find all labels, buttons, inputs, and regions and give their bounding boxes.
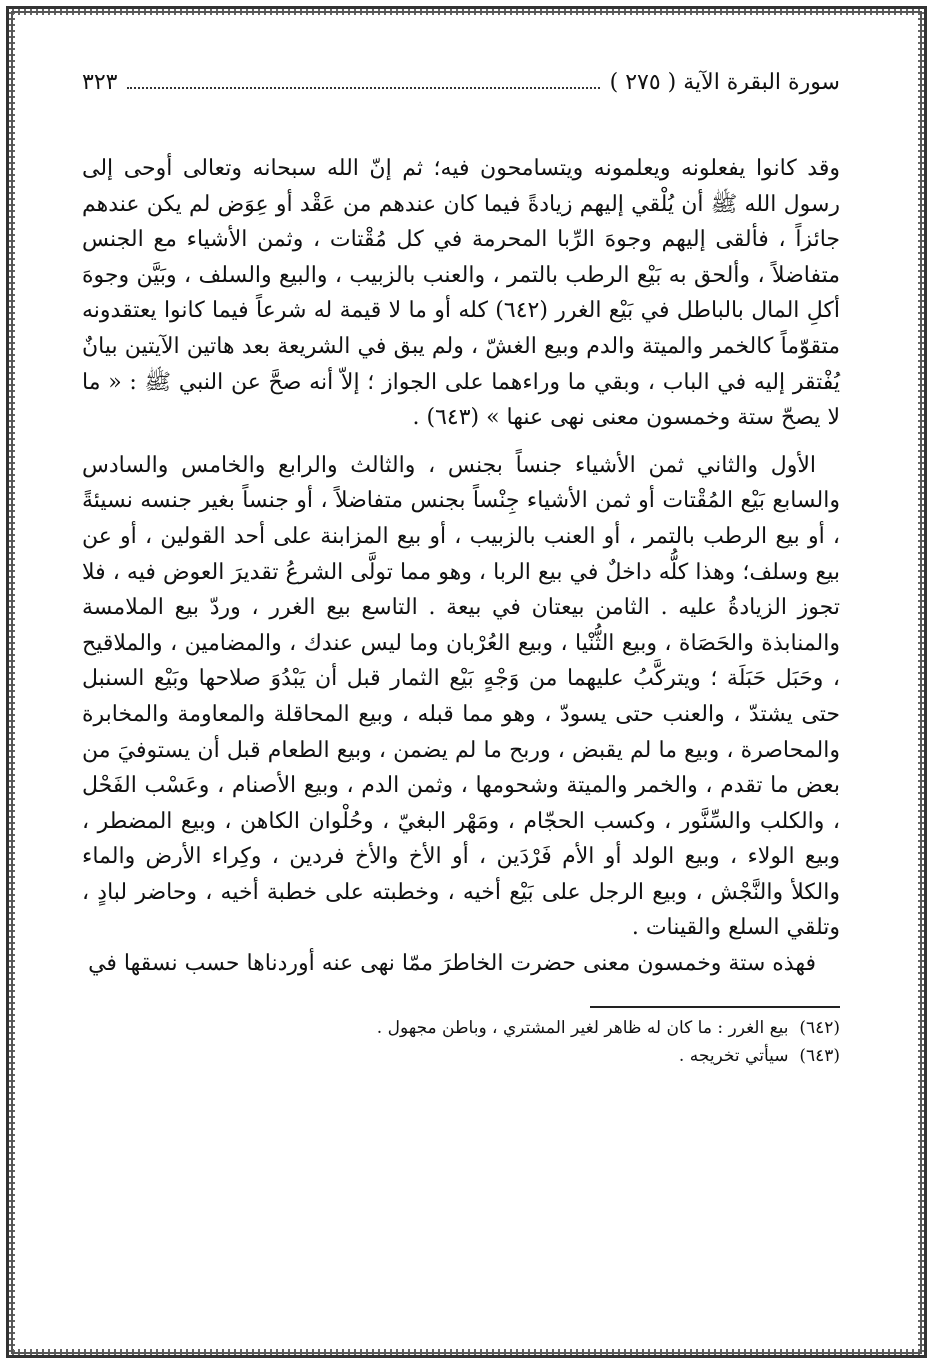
running-title: سورة البقرة الآية ( ٢٧٥ ) <box>609 70 840 95</box>
paragraph-2: الأول والثاني ثمن الأشياء جنساً بجنس ، والثالث والرابع والخامس والسادس والسابع بَيْع المُقْتات أو ثمن الأشياء جِنْساً بجنس متفاضلاً ، أو جنساً بغير جنسه نسيئةً ، أو بيع الرطب بالتمر ، أو العنب بالزبيب ، أو بيع المزابنة على أحد القولين ، أو عن بيع وسلف؛ وهذا كلُّه داخلٌ في بيع الربا ، وهو مما تولَّى الشرعُ تقديرَ العوض فيه ، فلا تجوز الزيادةُ عليه . الثامن بيعتان في بيعة . التاسع بيع الغرر ، وردّ بيع الملامسة والمنابذة والحَصَاة ، وبيع الثُّنْيا ، وبيع العُرْبان وما ليس عندك ، والمضامين ، والملاقيح ، وحَبَل حَبَلَة ؛ ويتركَّبُ عليهما من وَجْهٍ بَيْع الثمار قبل أن يَبْدُوَ صلاحها وبَيْع السنبل حتى يشتدّ ، والعنب حتى يسودّ ، وهو مما قبله ، وبيع المحاقلة والمعاومة والمخابرة والمحاصرة ، وبيع ما لم يقبض ، وربح ما لم يضمن ، وبيع الطعام قبل أن يستوفيَ من بعض ما تقدم ، والخمر والميتة وشحومها ، وثمن الدم ، وبيع الأصنام ، وعَسْب الفَحْل ، والكلب والسِّنَّور ، وكسب الحجّام ، ومَهْر البغيّ ، وحُلْوان الكاهن ، وبيع المضطر ، وبيع الولاء ، وبيع الولد أو الأم فَرْدَين ، أو الأخ والأخ فردين ، وكِراء الأرض والماء والكلأ والنَّجْش ، وبيع الرجل على بَيْع أخيه ، وخطبته على خطبة أخيه ، وحاضر لبادٍ ، وتلقي السلع والقينات . <box>82 452 840 941</box>
footnote-separator <box>590 1006 840 1008</box>
footnote-number: (٦٤٣) <box>799 1045 840 1066</box>
page-content <box>82 70 840 1070</box>
paragraph-1: وقد كانوا يفعلونه ويعلمونه ويتسامحون فيه؛ ثم إنّ الله سبحانه وتعالى أوحى إلى رسول الله ﷺ أن يُلْقي إليهم زيادةً فيما كان عندهم من عَقْد أو عِوَض لم يكن عندهم جائزاً ، فألقى إليهم وجوهَ الرِّبا المحرمة في كل مُقْتات ، وثمن الأشياء مع الجنس متفاضلاً ، وألحق به بَيْع الرطب بالتمر ، والعنب بالزبيب ، والبيع والسلف ، وبَيَّن وجوهَ أكلِ المال بالباطل في بَيْع الغرر (٦٤٢) كله أو ما لا قيمة له شرعاً فيما كانوا يعتقدونه متقوّماً كالخمر والميتة والدم وبيع الغشّ ، ولم يبق في الشريعة بعد هاتين الآيتين بيانٌ يُفْتقر إليه في الباب ، وبقي ما وراءهما على الجواز ؛ إلاّ أنه صحَّ عن النبي ﷺ : « ما لا يصحّ ستة وخمسون معنى نهى عنها » (٦٤٣) . <box>82 156 841 431</box>
paragraph-3: فهذه ستة وخمسون معنى حضرت الخاطرَ ممّا نهى عنه أوردناها حسب نسقها في <box>88 951 816 977</box>
running-header <box>82 70 840 95</box>
footnote-text: سيأتي تخريجه . <box>678 1045 789 1066</box>
footnote-text: بيع الغرر : ما كان له ظاهر لغير المشتري ، وباطن مجهول . <box>376 1017 789 1038</box>
header-dot-leader <box>127 77 599 89</box>
footnote-number: (٦٤٢) <box>799 1017 840 1038</box>
footnote-642 <box>82 1014 840 1042</box>
page-number: ٣٢٣ <box>82 70 118 95</box>
footnote-643 <box>82 1042 840 1070</box>
